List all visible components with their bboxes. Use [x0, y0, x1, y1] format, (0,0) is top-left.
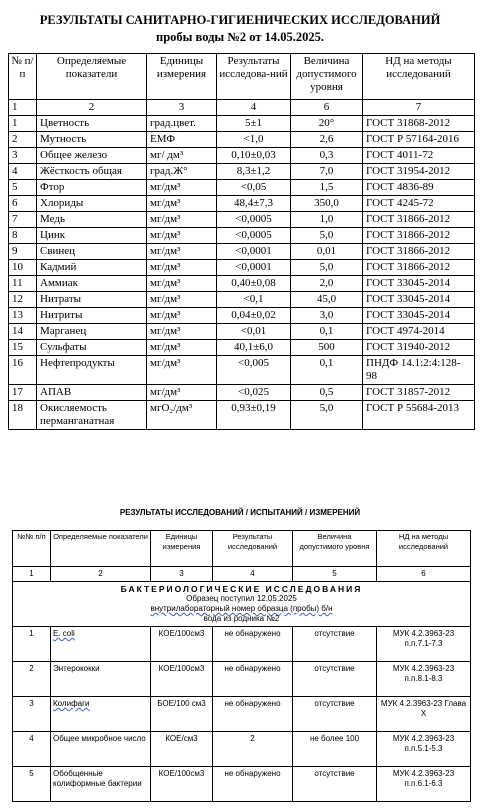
- limit-value: 7,0: [291, 164, 363, 180]
- table-row: [13, 697, 471, 732]
- colnum: 4: [217, 100, 291, 116]
- indicator-name: Фтор: [37, 180, 147, 196]
- result-value: <0,0005: [217, 228, 291, 244]
- row-number: 6: [9, 196, 37, 212]
- sample-source: вода из родника №2: [203, 614, 280, 623]
- unit: мг/ дм³: [147, 148, 217, 164]
- result-value: 8,3±1,2: [217, 164, 291, 180]
- result-value: 5±1: [217, 116, 291, 132]
- unit: мг/дм³: [147, 260, 217, 276]
- unit: КОЕ/100см3: [151, 767, 213, 802]
- limit-value: 5,0: [291, 228, 363, 244]
- unit: мг/дм³: [147, 292, 217, 308]
- limit-value: 0,01: [291, 244, 363, 260]
- table-row: [13, 662, 471, 697]
- unit: мгО₂/дм³: [147, 401, 217, 430]
- row-number: 17: [9, 385, 37, 401]
- method-standard: ГОСТ 31866-2012: [363, 212, 475, 228]
- indicator-name: Окисляемость перманганатная: [37, 401, 147, 430]
- method-standard: ПНДФ 14.1:2:4:128-98: [363, 356, 475, 385]
- unit: мг/дм³: [147, 340, 217, 356]
- col-header-number: № п/п: [9, 54, 37, 100]
- unit: мг/дм³: [147, 308, 217, 324]
- limit-value: отсутствие: [293, 767, 377, 802]
- row-number: 3: [13, 697, 51, 732]
- col-header-result: Результаты исследований: [213, 531, 293, 567]
- row-number: 1: [9, 116, 37, 132]
- result-value: 0,10±0,03: [217, 148, 291, 164]
- row-number: 12: [9, 292, 37, 308]
- method-standard: ГОСТ Р 55684-2013: [363, 401, 475, 430]
- col-header-method: НД на методы исследований: [363, 54, 475, 100]
- colnum: 3: [147, 100, 217, 116]
- result-value: <0,0001: [217, 260, 291, 276]
- limit-value: 1,0: [291, 212, 363, 228]
- limit-value: 2,0: [291, 276, 363, 292]
- colnum: 2: [51, 567, 151, 582]
- colnum: 1: [13, 567, 51, 582]
- indicator-name: Аммиак: [37, 276, 147, 292]
- row-number: 7: [9, 212, 37, 228]
- row-number: 2: [9, 132, 37, 148]
- unit: мг/дм³: [147, 276, 217, 292]
- method-standard: МУК 4.2.3963-23 п.п.7.1-7.3: [377, 627, 471, 662]
- result-value: <0,1: [217, 292, 291, 308]
- row-number: 8: [9, 228, 37, 244]
- table-row: [9, 385, 475, 401]
- method-standard: ГОСТ 31868-2012: [363, 116, 475, 132]
- row-number: 2: [13, 662, 51, 697]
- unit: мг/дм³: [147, 324, 217, 340]
- method-standard: ГОСТ 4974-2014: [363, 324, 475, 340]
- result-value: 0,40±0,08: [217, 276, 291, 292]
- title-line-2: пробы воды №2 от 14.05.2025.: [156, 30, 324, 44]
- result-value: 2: [213, 732, 293, 767]
- indicator-name: Колифаги: [51, 697, 151, 732]
- table2-header-row: [13, 531, 471, 567]
- table-row: [9, 308, 475, 324]
- method-standard: ГОСТ 31940-2012: [363, 340, 475, 356]
- indicator-name: Нитриты: [37, 308, 147, 324]
- title-line-1: РЕЗУЛЬТАТЫ САНИТАРНО-ГИГИЕНИЧЕСКИХ ИССЛЕДОВАНИЙ: [39, 13, 441, 27]
- row-number: 9: [9, 244, 37, 260]
- result-value: <0,025: [217, 385, 291, 401]
- section-heading: БАКТЕРИОЛОГИЧЕСКИЕ ИССЛЕДОВАНИЯ: [120, 584, 363, 594]
- unit: ЕМФ: [147, 132, 217, 148]
- table-row: [9, 401, 475, 430]
- indicator-name: Общее микробное число: [51, 732, 151, 767]
- row-number: 4: [13, 732, 51, 767]
- method-standard: ГОСТ 31866-2012: [363, 228, 475, 244]
- result-value: <0,01: [217, 324, 291, 340]
- table1-colnum-row: [9, 100, 475, 116]
- table-row: [9, 196, 475, 212]
- indicator-name: Обобщенные колиформные бактерии: [51, 767, 151, 802]
- unit: мг/дм³: [147, 212, 217, 228]
- limit-value: 5,0: [291, 260, 363, 276]
- table-row: [9, 116, 475, 132]
- row-number: 15: [9, 340, 37, 356]
- result-value: 0,93±0,19: [217, 401, 291, 430]
- sample-number: внутрилабораторный номер образца (пробы) б/н: [150, 604, 333, 613]
- row-number: 11: [9, 276, 37, 292]
- table1-header-row: [9, 54, 475, 100]
- method-standard: ГОСТ 4011-72: [363, 148, 475, 164]
- table2-colnum-row: [13, 567, 471, 582]
- result-value: <0,05: [217, 180, 291, 196]
- result-value: не обнаружено: [213, 697, 293, 732]
- unit: мг/дм³: [147, 180, 217, 196]
- limit-value: 45,0: [291, 292, 363, 308]
- unit: мг/дм³: [147, 228, 217, 244]
- unit: мг/дм³: [147, 385, 217, 401]
- table-row: [9, 228, 475, 244]
- colnum: 4: [213, 567, 293, 582]
- method-standard: ГОСТ 31857-2012: [363, 385, 475, 401]
- method-standard: МУК 4.2.3963-23 п.п.8.1-8.3: [377, 662, 471, 697]
- indicator-name: АПАВ: [37, 385, 147, 401]
- table-row: [9, 356, 475, 385]
- table-row: [9, 164, 475, 180]
- result-value: <0,0001: [217, 244, 291, 260]
- result-value: <0,0005: [217, 212, 291, 228]
- limit-value: 0,1: [291, 356, 363, 385]
- limit-value: 3,0: [291, 308, 363, 324]
- table-row: [9, 260, 475, 276]
- unit: КОЕ/100см3: [151, 627, 213, 662]
- colnum: 1: [9, 100, 37, 116]
- indicator-name: Цинк: [37, 228, 147, 244]
- sanitary-results-table: [8, 53, 475, 430]
- result-value: 0,04±0,02: [217, 308, 291, 324]
- result-value: не обнаружено: [213, 627, 293, 662]
- table-row: [13, 732, 471, 767]
- colnum: 6: [291, 100, 363, 116]
- unit: град.цвет.: [147, 116, 217, 132]
- method-standard: МУК 4.2.3963-23 п.п.5.1-5.3: [377, 732, 471, 767]
- colnum: 7: [363, 100, 475, 116]
- limit-value: отсутствие: [293, 697, 377, 732]
- indicator-name: Жёсткость общая: [37, 164, 147, 180]
- unit: мг/дм³: [147, 244, 217, 260]
- unit: мг/дм³: [147, 196, 217, 212]
- table-row: [9, 132, 475, 148]
- unit: КОЕ/см3: [151, 732, 213, 767]
- table-row: [13, 767, 471, 802]
- row-number: 13: [9, 308, 37, 324]
- table-row: [9, 340, 475, 356]
- row-number: 5: [9, 180, 37, 196]
- indicator-name: Энтерококки: [51, 662, 151, 697]
- method-standard: ГОСТ 31866-2012: [363, 244, 475, 260]
- limit-value: 350,0: [291, 196, 363, 212]
- limit-value: 1,5: [291, 180, 363, 196]
- col-header-unit: Единицы измерения: [151, 531, 213, 567]
- limit-value: отсутствие: [293, 662, 377, 697]
- table-row: [13, 627, 471, 662]
- unit: БОЕ/100 см3: [151, 697, 213, 732]
- indicator-name: Общее железо: [37, 148, 147, 164]
- section-cell: [13, 582, 471, 627]
- limit-value: 0,3: [291, 148, 363, 164]
- col-header-limit: Величина допустимого уровня: [291, 54, 363, 100]
- unit: град.Ж°: [147, 164, 217, 180]
- indicator-name: Нефтепродукты: [37, 356, 147, 385]
- limit-value: 2,6: [291, 132, 363, 148]
- limit-value: 5,0: [291, 401, 363, 430]
- row-number: 16: [9, 356, 37, 385]
- unit: КОЕ/100см3: [151, 662, 213, 697]
- col-header-indicator: Определяемые показатели: [51, 531, 151, 567]
- limit-value: 500: [291, 340, 363, 356]
- indicator-name: Сульфаты: [37, 340, 147, 356]
- colnum: 2: [37, 100, 147, 116]
- result-value: 48,4±7,3: [217, 196, 291, 212]
- indicator-name: Кадмий: [37, 260, 147, 276]
- limit-value: 20°: [291, 116, 363, 132]
- method-standard: МУК 4.2.3963-23 п.п.6.1-6.3: [377, 767, 471, 802]
- indicator-name: E. coli: [51, 627, 151, 662]
- col-header-method: НД на методы исследований: [377, 531, 471, 567]
- section-title-2: РЕЗУЛЬТАТЫ ИССЛЕДОВАНИЙ / ИСПЫТАНИЙ / ИЗМЕРЕНИЙ: [119, 508, 361, 517]
- row-number: 14: [9, 324, 37, 340]
- row-number: 5: [13, 767, 51, 802]
- colnum: 5: [293, 567, 377, 582]
- row-number: 3: [9, 148, 37, 164]
- method-standard: ГОСТ 4836-89: [363, 180, 475, 196]
- result-value: не обнаружено: [213, 767, 293, 802]
- row-number: 10: [9, 260, 37, 276]
- indicator-name: Медь: [37, 212, 147, 228]
- table-row: [9, 276, 475, 292]
- colnum: 6: [377, 567, 471, 582]
- method-standard: ГОСТ 31866-2012: [363, 260, 475, 276]
- row-number: 18: [9, 401, 37, 430]
- bacteriological-results-table: [12, 530, 471, 802]
- indicator-name: Марганец: [37, 324, 147, 340]
- col-header-unit: Единицы измерения: [147, 54, 217, 100]
- col-header-indicator: Определяемые показатели: [37, 54, 147, 100]
- indicator-name: Нитраты: [37, 292, 147, 308]
- sample-received: Образец поступил 12.05.2025: [186, 594, 297, 603]
- col-header-limit: Величина допустимого уровня: [293, 531, 377, 567]
- indicator-name: Хлориды: [37, 196, 147, 212]
- col-header-number: №№ п/п: [13, 531, 51, 567]
- limit-value: не более 100: [293, 732, 377, 767]
- method-standard: ГОСТ 31954-2012: [363, 164, 475, 180]
- result-value: не обнаружено: [213, 662, 293, 697]
- indicator-name: Цветность: [37, 116, 147, 132]
- method-standard: ГОСТ 4245-72: [363, 196, 475, 212]
- document-title: [0, 12, 480, 46]
- method-standard: ГОСТ 33045-2014: [363, 292, 475, 308]
- result-value: <0,005: [217, 356, 291, 385]
- table-row: [9, 244, 475, 260]
- result-value: <1,0: [217, 132, 291, 148]
- colnum: 3: [151, 567, 213, 582]
- indicator-name: Свинец: [37, 244, 147, 260]
- table-row: [9, 180, 475, 196]
- limit-value: 0,1: [291, 324, 363, 340]
- limit-value: отсутствие: [293, 627, 377, 662]
- table-row: [9, 324, 475, 340]
- row-number: 4: [9, 164, 37, 180]
- indicator-name: Мутность: [37, 132, 147, 148]
- result-value: 40,1±6,0: [217, 340, 291, 356]
- col-header-result: Результаты исследова-ний: [217, 54, 291, 100]
- method-standard: ГОСТ 33045-2014: [363, 308, 475, 324]
- limit-value: 0,5: [291, 385, 363, 401]
- method-standard: ГОСТ Р 57164-2016: [363, 132, 475, 148]
- method-standard: МУК 4.2.3963-23 Глава X: [377, 697, 471, 732]
- method-standard: ГОСТ 33045-2014: [363, 276, 475, 292]
- table-row: [9, 148, 475, 164]
- table-row: [9, 212, 475, 228]
- row-number: 1: [13, 627, 51, 662]
- section-row: [13, 582, 471, 627]
- table-row: [9, 292, 475, 308]
- unit: мг/дм³: [147, 356, 217, 385]
